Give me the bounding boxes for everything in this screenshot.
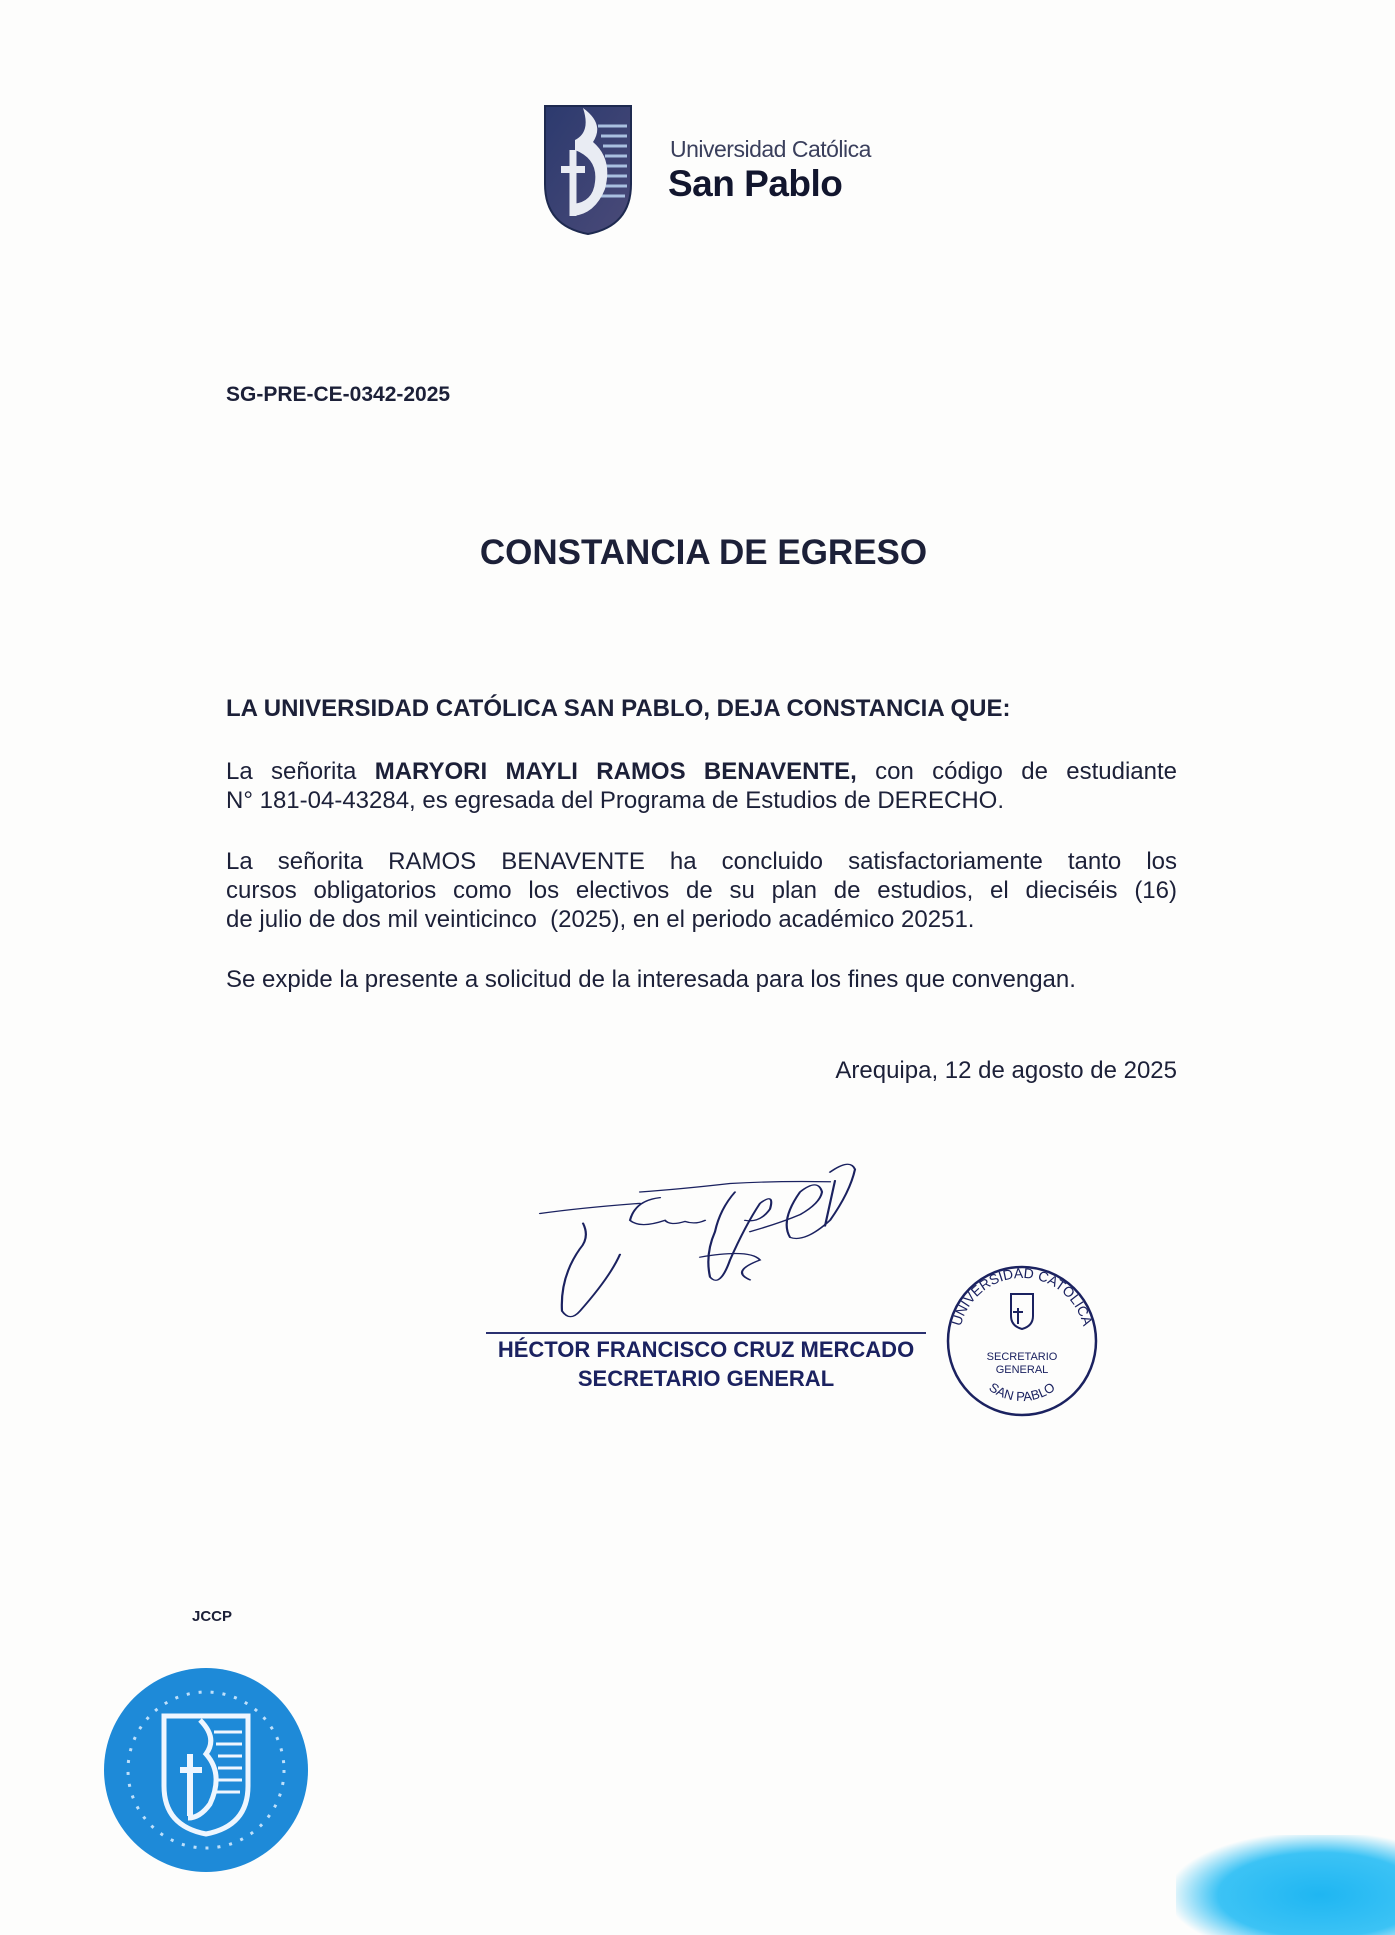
document-title: CONSTANCIA DE EGRESO bbox=[479, 533, 928, 572]
issue-date: Arequipa, 12 de agosto de 2025 bbox=[835, 1057, 1177, 1084]
shield-icon bbox=[543, 104, 633, 236]
stamp-center-text: SECRETARIO GENERAL bbox=[986, 1351, 1058, 1376]
paragraph2-line1: La señorita RAMOS BENAVENTE ha concluido satisfactoriamente tanto los bbox=[226, 848, 1177, 875]
salutation: La señorita bbox=[226, 758, 375, 785]
initials: JCCP bbox=[192, 1608, 233, 1625]
stamp-bottom-text: SAN PABLO bbox=[986, 1379, 1058, 1405]
university-logo bbox=[543, 104, 883, 239]
university-embossed-seal bbox=[102, 1666, 310, 1874]
logo-line2: San Pablo bbox=[668, 163, 843, 204]
secretary-stamp bbox=[945, 1264, 1099, 1418]
signature-line bbox=[486, 1332, 926, 1334]
handwritten-signature bbox=[500, 1158, 900, 1328]
blue-ink-smear bbox=[1176, 1835, 1395, 1935]
paragraph1-line1 bbox=[226, 758, 1177, 785]
stamp-top-text: UNIVERSIDAD CATÓLICA bbox=[948, 1264, 1096, 1328]
signatory-name: HÉCTOR FRANCISCO CRUZ MERCADO bbox=[497, 1337, 915, 1362]
signatory-position: SECRETARIO GENERAL bbox=[577, 1366, 835, 1391]
paragraph1-line2: N° 181-04-43284, es egresada del Programa de Estudios de DERECHO. bbox=[226, 787, 1005, 814]
svg-text:SAN PABLO bbox=[986, 1379, 1057, 1404]
svg-text:UNIVERSIDAD CATÓLICA bbox=[948, 1265, 1096, 1328]
student-code-label: con código de estudiante bbox=[856, 758, 1178, 785]
paragraph2-line3: de julio de dos mil veinticinco (2025), en el periodo académico 20251. bbox=[226, 906, 975, 933]
paragraph2-line2: cursos obligatorios como los electivos de su plan de estudios, el dieciséis (16) bbox=[226, 877, 1177, 904]
logo-line1: Universidad Católica bbox=[670, 136, 871, 162]
intro-heading: LA UNIVERSIDAD CATÓLICA SAN PABLO, DEJA CONSTANCIA QUE: bbox=[226, 695, 1011, 722]
document-reference: SG-PRE-CE-0342-2025 bbox=[226, 383, 451, 406]
paragraph3: Se expide la presente a solicitud de la interesada para los fines que convengan. bbox=[226, 966, 1076, 993]
student-name: MARYORI MAYLI RAMOS BENAVENTE, bbox=[374, 758, 857, 785]
